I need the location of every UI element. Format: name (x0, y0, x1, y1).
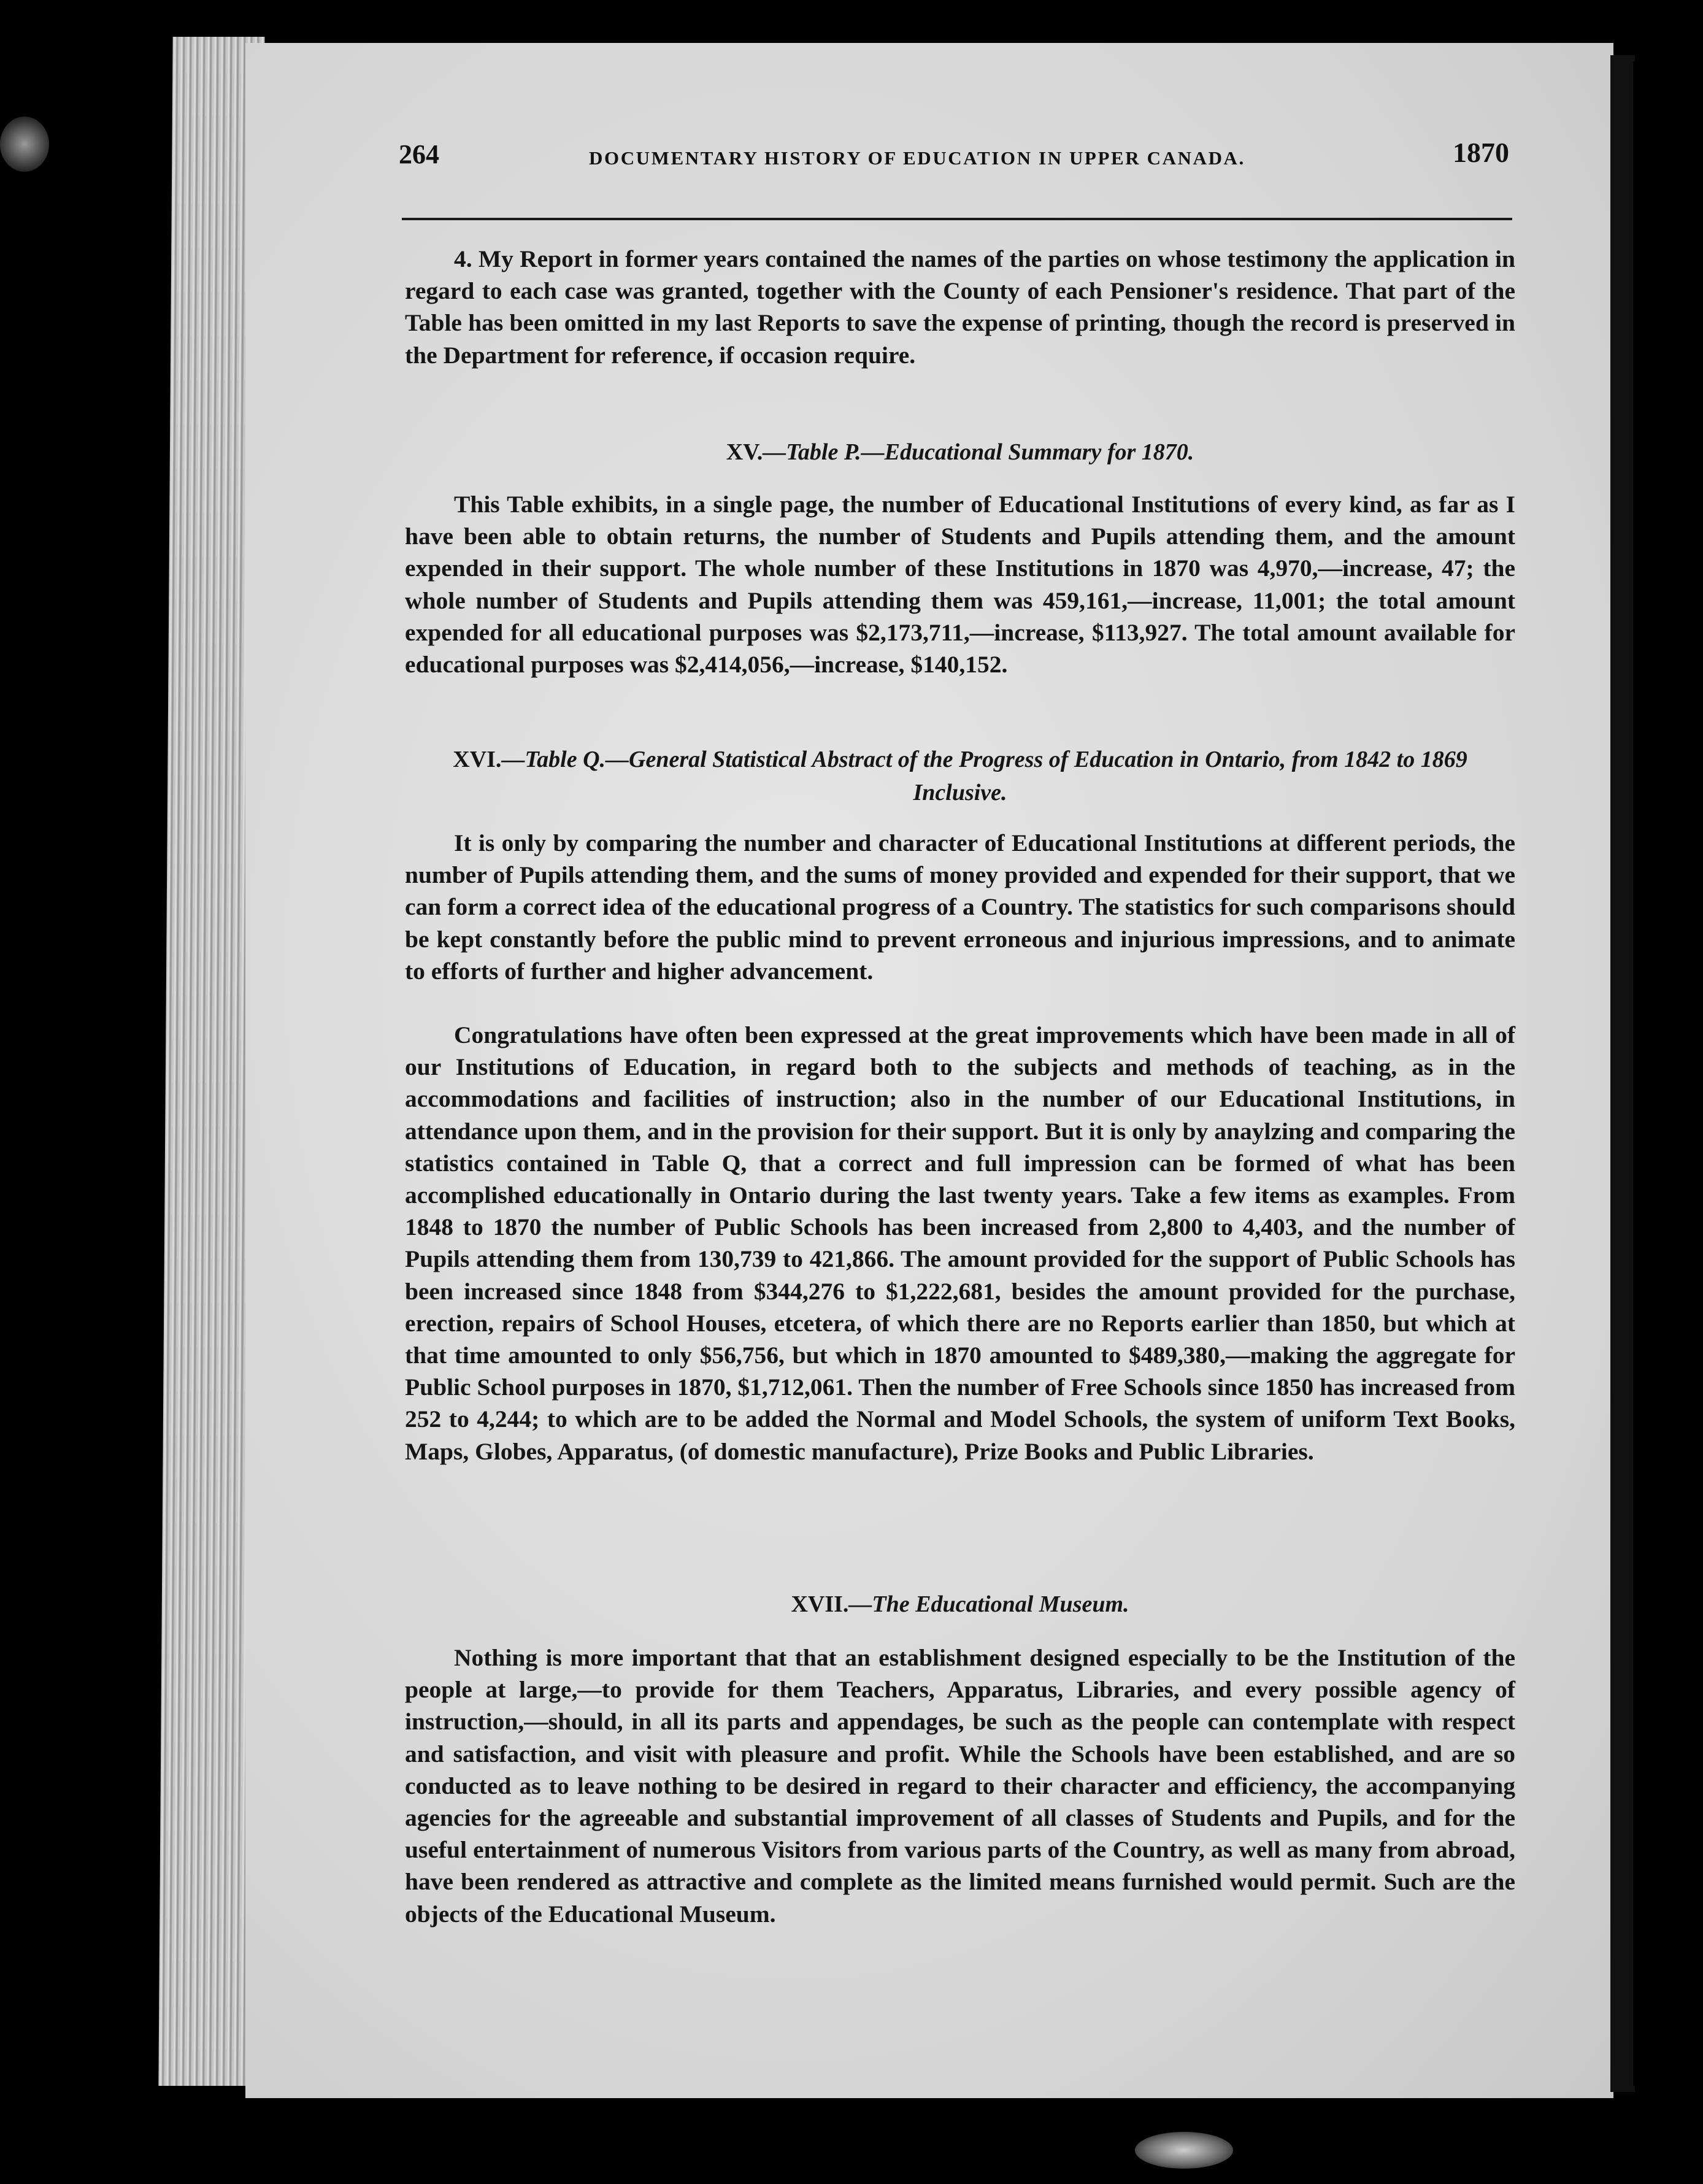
book-gutter (1610, 55, 1635, 2092)
section-number: XVII. (791, 1591, 849, 1617)
scan-speck (0, 117, 49, 172)
section-number: XVI. (453, 747, 502, 772)
page-number: 264 (399, 139, 439, 169)
paragraph-educational-summary: This Table exhibits, in a single page, the number of Educational Institutions of every kind, as far as I have been able to obtain returns, the number of Students and Pupils attending them, and the amount expended in their support. The whole number of these Institutions in 1870 was 4,970,—increase, 47; the whole number of Students and Pupils attending them was 459,161,—increase, 11,001; the total amount expended for all educational purposes was $2,173,711,—increase, $113,927. The total amount available for educational purposes was $2,414,056,—increase, $140,152. (405, 491, 1515, 679)
running-title: DOCUMENTARY HISTORY OF EDUCATION IN UPPER CANADA. (589, 147, 1245, 169)
section-heading-xvii (405, 1588, 1515, 1621)
running-head (399, 139, 1509, 182)
paragraph-pensioner-report: 4. My Report in former years contained the names of the parties on whose testimony the application in regard to each case was granted, together with the County of each Pensioner's residence. That part of the Table has been omitted in my last Reports to save the expense of printing, though the record is preserved in the Department for reference, if occasion require. (405, 245, 1515, 369)
paragraph-educational-museum: Nothing is more important that that an establishment designed especially to be the Institution of the people at large,—to provide for them Teachers, Apparatus, Libraries, and every possible agency of instruction,—should, in all its parts and appendages, be such as the people can contemplate with respect and satisfaction, and visit with pleasure and profit. While the Schools have been established, and are so conducted as to leave nothing to be desired in regard to their character and efficiency, the accompanying agencies for the agreeable and substantial improvement of all classes of Students and Pupils, and for the useful entertainment of numerous Visitors from various parts of the Country, as well as many from abroad, have been rendered as attractive and complete as the limited means furnished would permit. Such are the objects of the Educational Museum. (405, 1644, 1515, 1928)
section-title: —Table P.—Educational Summary for 1870. (763, 439, 1194, 465)
scan-blot (1135, 2132, 1233, 2169)
running-year: 1870 (1453, 137, 1509, 168)
facing-page-edge (1633, 61, 1703, 2086)
paragraph-congratulations: Congratulations have often been expressed at the great improvements which have been made in all of our Institutions of Education, in regard both to the subjects and methods of teaching, as in the accommodations and facilities of instruction; also in the number of our Educational Institutions, in attendance upon them, and in the provision for their support. But it is only by anaylzing and comparing the statistics contained in Table Q, that a correct and full impression can be formed of what has been accomplished educationally in Ontario during the last twenty years. Take a few items as examples. From 1848 to 1870 the number of Public Schools has been increased from 2,800 to 4,403, and the number of Pupils attending them from 130,739 to 421,866. The amount provided for the support of Public Schools has been increased since 1848 from $344,276 to $1,222,681, besides the amount provided for the purchase, erection, repairs of School Houses, etcetera, of which there are no Reports earlier than 1850, but which at that time amounted to only $56,756, but which in 1870 amounted to $489,380,—making the aggregate for Public School purposes in 1870, $1,712,061. Then the number of Free Schools since 1850 has increased from 252 to 4,244; to which are to be added the Normal and Model Schools, the system of uniform Text Books, Maps, Globes, Apparatus, (of domestic manufacture), Prize Books and Public Libraries. (405, 1021, 1515, 1465)
header-rule (402, 218, 1512, 220)
section-title: —Table Q.—General Statistical Abstract of the Progress of Education in Ontario, from 1842 to 1869 Inclusive. (501, 747, 1467, 806)
section-title: —The Educational Museum. (848, 1591, 1129, 1617)
section-number: XV. (726, 439, 763, 465)
paragraph-comparing-institutions: It is only by comparing the number and character of Educational Institutions at different periods, the number of Pupils attending them, and the sums of money provided and expended for their support, that we can form a correct idea of the educational progress of a Country. The statistics for such comparisons should be kept constantly before the public mind to prevent erroneous and injurious impressions, and to animate to efforts of further and higher advancement. (405, 829, 1515, 985)
section-heading-xv (405, 436, 1515, 469)
section-heading-xvi (405, 743, 1515, 809)
